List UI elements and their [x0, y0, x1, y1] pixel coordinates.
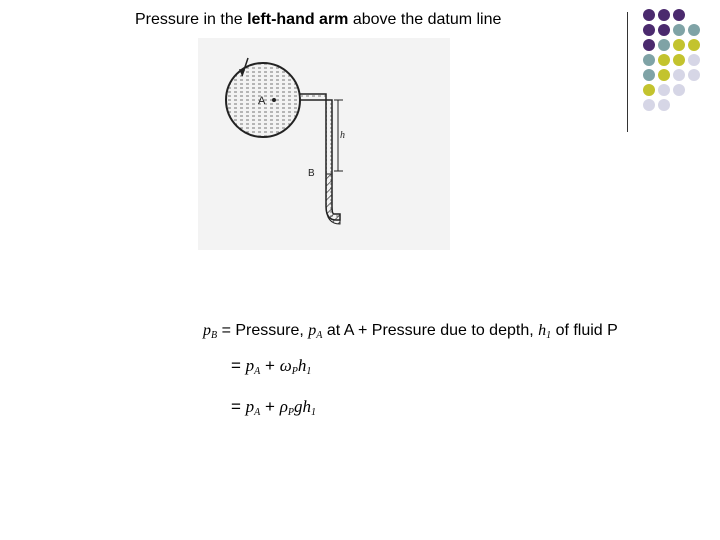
rho-subscript: P	[287, 407, 294, 418]
manometer-svg	[198, 38, 450, 250]
eq1-text-fluid: of fluid P	[555, 322, 618, 339]
equation-line-2	[231, 356, 311, 376]
pb-symbol: p	[203, 322, 211, 339]
eq2-h-subscript: 1	[306, 366, 312, 377]
eq3-p-subscript: A	[254, 407, 261, 418]
label-h: h	[340, 130, 345, 141]
decorative-dot	[643, 69, 655, 81]
eq1-text-pressure: Pressure,	[235, 322, 304, 339]
eq3-plus: +	[265, 397, 275, 416]
title-text-pre: Pressure in the	[135, 11, 248, 28]
eq2-p-symbol: p	[245, 356, 255, 375]
equals-sign-2: =	[231, 356, 241, 375]
decorative-dot	[643, 9, 655, 21]
label-b: B	[308, 168, 315, 179]
decorative-dot	[658, 84, 670, 96]
decorative-dot	[643, 54, 655, 66]
label-a: A	[258, 95, 266, 107]
decorative-dot	[673, 24, 685, 36]
decorative-dot	[658, 54, 670, 66]
omega-symbol: ω	[279, 356, 292, 375]
equals-sign-1: =	[221, 322, 231, 339]
decorative-dot	[643, 39, 655, 51]
decorative-dot	[673, 84, 685, 96]
h-symbol: h	[538, 322, 547, 339]
decorative-dot-grid	[640, 9, 720, 119]
eq2-plus: +	[265, 356, 275, 375]
pa-subscript: A	[316, 330, 323, 341]
omega-subscript: P	[291, 366, 298, 377]
decorative-dot	[643, 84, 655, 96]
eq1-text-depth: at A + Pressure due to depth,	[326, 322, 534, 339]
decorative-dot	[658, 69, 670, 81]
decorative-divider	[627, 12, 628, 132]
tube	[299, 94, 340, 220]
equation-line-3	[231, 397, 316, 417]
g-symbol: g	[293, 397, 303, 416]
point-a-dot	[272, 98, 276, 102]
decorative-dot	[673, 9, 685, 21]
decorative-dot	[658, 39, 670, 51]
eq2-p-subscript: A	[254, 366, 261, 377]
decorative-dot	[673, 39, 685, 51]
pb-subscript: B	[211, 330, 218, 341]
decorative-dot	[688, 24, 700, 36]
pa-symbol: p	[308, 322, 317, 339]
decorative-dot	[673, 54, 685, 66]
equation-line-1	[203, 322, 618, 340]
decorative-dot	[688, 39, 700, 51]
manometer-diagram	[198, 38, 450, 250]
title-text-post: above the datum line	[348, 11, 502, 28]
eq3-p-symbol: p	[245, 397, 255, 416]
decorative-dot	[688, 54, 700, 66]
eq3-h-subscript: 1	[310, 407, 316, 418]
decorative-dot	[688, 69, 700, 81]
decorative-dot	[643, 24, 655, 36]
title-text-bold: left-hand arm	[247, 11, 349, 28]
eq3-h-symbol: h	[302, 397, 311, 416]
slide-title	[135, 11, 501, 29]
manometer-liquid	[326, 174, 340, 224]
decorative-dot	[673, 69, 685, 81]
decorative-dot	[658, 99, 670, 111]
eq2-h-symbol: h	[297, 356, 307, 375]
decorative-dot	[643, 99, 655, 111]
rho-symbol: ρ	[279, 397, 288, 416]
equals-sign-3: =	[231, 397, 241, 416]
decorative-dot	[658, 9, 670, 21]
decorative-dot	[658, 24, 670, 36]
h-subscript: 1	[546, 330, 552, 341]
